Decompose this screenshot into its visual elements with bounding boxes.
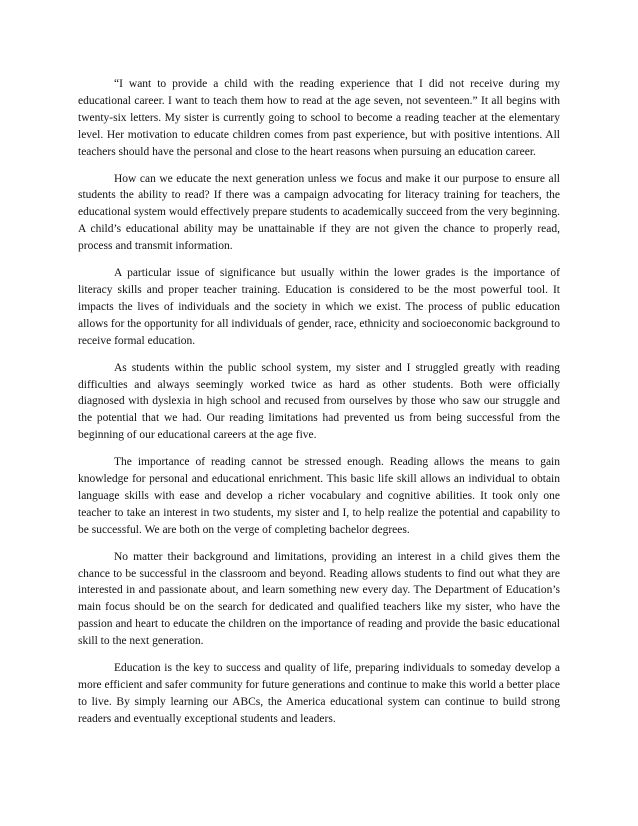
paragraph-4: As students within the public school system, my sister and I struggled greatly with reading difficulties and always seemingly worked twice as hard as other students. Both were officially diagnosed with dyslexia in high school and recused from ourselves by those who saw our struggle and the potential that we had. Our reading limitations had prevented us from being successful from the beginning of our educational careers at the age five.	[78, 361, 560, 442]
paragraph-6: No matter their background and limitations, providing an interest in a child gives them the chance to be successful in the classroom and beyond. Reading allows students to find out what they are interested in and passionate about, and learn something new every day. The Department of Education’s main focus should be on the search for dedicated and qualified teachers like my sister, who have the passion and heart to educate the children on the importance of reading and provide the basic educational skill to the next generation.	[78, 550, 560, 648]
paragraph-1: “I want to provide a child with the reading experience that I did not receive during my educational career. I want to teach them how to read at the age seven, not seventeen.” It all begins with twenty-six letters. My sister is currently going to school to become a reading teacher at the elementary level. Her motivation to educate children comes from past experience, but with positive intentions. All teachers should have the personal and close to the heart reasons when pursuing an education career.	[78, 78, 560, 158]
paragraph-2: How can we educate the next generation unless we focus and make it our purpose to ensure all students the ability to read? If there was a campaign advocating for literacy training for teachers, the educational system would effectively prepare students to academically succeed from the very beginning. A child’s educational ability may be unattainable if they are not given the chance to properly read, process and transmit information.	[78, 172, 560, 253]
document-page	[78, 76, 560, 738]
paragraph-5: The importance of reading cannot be stressed enough. Reading allows the means to gain knowledge for personal and educational enrichment. This basic life skill allows an individual to obtain language skills with ease and develop a richer vocabulary and cognitive abilities. It took only one teacher to take an interest in two students, my sister and I, to help realize the potential and capability to be successful. We are both on the verge of completing bachelor degrees.	[78, 456, 560, 536]
paragraph-7: Education is the key to success and quality of life, preparing individuals to someday develop a more efficient and safer community for future generations and continue to make this world a better place to live. By simply learning our ABCs, the America educational system can continue to build strong readers and eventually exceptional students and leaders.	[78, 662, 560, 725]
paragraph-3: A particular issue of significance but usually within the lower grades is the importance of literacy skills and proper teacher training. Education is considered to be the most powerful tool. It impacts the lives of individuals and the society in which we exist. The process of public education allows for the opportunity for all individuals of gender, race, ethnicity and socioeconomic background to receive formal education.	[78, 267, 560, 347]
